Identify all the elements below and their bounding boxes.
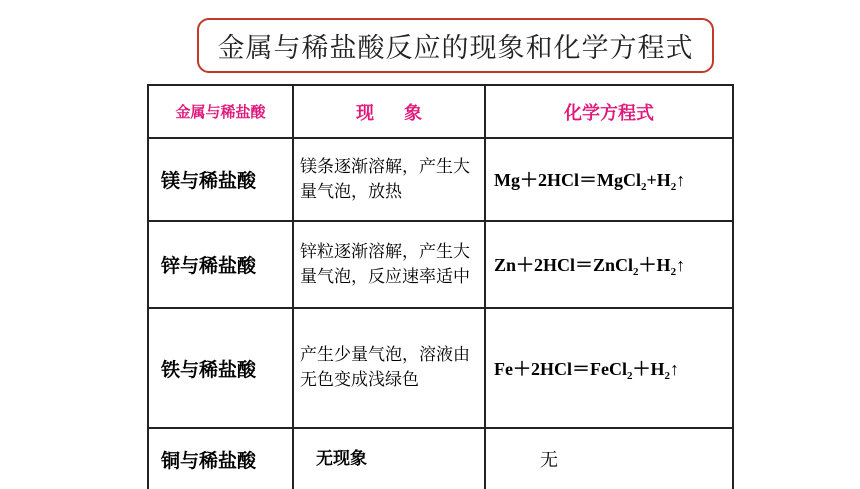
phenomenon-cell: 产生少量气泡，溶液由无色变成浅绿色 xyxy=(293,308,485,428)
header-phenomenon: 现象 xyxy=(293,85,485,138)
metal-cell: 铁与稀盐酸 xyxy=(148,308,293,428)
equation-part: +H xyxy=(646,170,671,190)
table-row xyxy=(148,138,733,221)
metal-cell: 铜与稀盐酸 xyxy=(148,428,293,489)
equation-cell xyxy=(485,138,733,221)
phenomenon-cell: 无现象 xyxy=(293,428,485,489)
equation-part: ↑ xyxy=(676,255,686,275)
table-row xyxy=(148,308,733,428)
equation-part: Mg＋2HCl＝MgCl xyxy=(494,170,641,190)
metal-cell: 锌与稀盐酸 xyxy=(148,221,293,308)
page-title: 金属与稀盐酸反应的现象和化学方程式 xyxy=(197,18,714,73)
equation-subscript: 2 xyxy=(640,181,647,193)
reaction-table xyxy=(147,84,734,489)
equation-subscript: 2 xyxy=(626,369,633,382)
header-metal: 金属与稀盐酸 xyxy=(148,85,293,138)
equation-subscript: 2 xyxy=(664,369,670,382)
equation-part: Zn＋2HCl＝ZnCl xyxy=(494,255,634,275)
phenomenon-cell: 镁条逐渐溶解，产生大量气泡，放热 xyxy=(293,138,485,221)
equation-part: ↑ xyxy=(670,358,679,379)
equation-part: ＋H xyxy=(638,255,671,275)
equation-part: ↑ xyxy=(676,170,686,190)
equation-cell xyxy=(485,308,733,428)
table-header-row xyxy=(148,85,733,138)
metal-cell: 镁与稀盐酸 xyxy=(148,138,293,221)
equation-cell: 无 xyxy=(485,428,733,489)
table-row xyxy=(148,221,733,308)
equation-subscript: 2 xyxy=(633,266,639,278)
table-row xyxy=(148,428,733,489)
header-equation: 化学方程式 xyxy=(485,85,733,138)
phenomenon-cell: 锌粒逐渐溶解，产生大量气泡，反应速率适中 xyxy=(293,221,485,308)
equation-part: Fe＋2HCl＝FeCl xyxy=(494,358,627,379)
equation-cell xyxy=(485,221,733,308)
equation-subscript: 2 xyxy=(670,266,677,278)
equation-part: ＋H xyxy=(632,358,665,379)
equation-subscript: 2 xyxy=(670,181,677,193)
